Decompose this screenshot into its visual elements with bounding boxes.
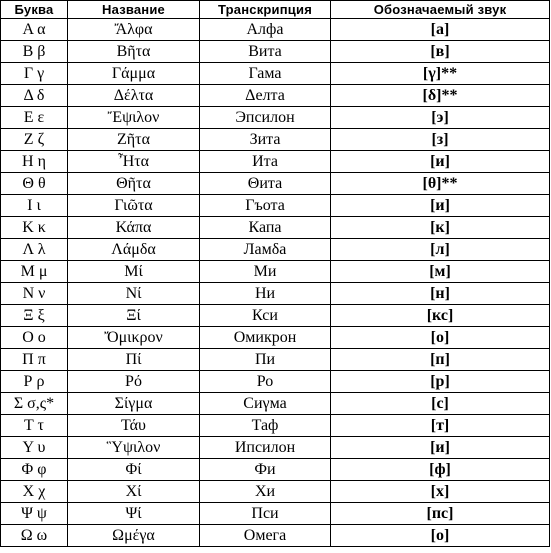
letter-cell: Π π: [1, 349, 68, 371]
name-cell: Ρό: [68, 371, 200, 393]
letter-cell: Ρ ρ: [1, 371, 68, 393]
transcription-cell: Алфа: [200, 19, 331, 41]
sound-cell: [θ]**: [331, 173, 550, 195]
column-header-letter: Буква: [1, 1, 68, 19]
column-header-transcription: Транскрипция: [200, 1, 331, 19]
table-body: [1, 19, 550, 547]
column-header-name: Название: [68, 1, 200, 19]
name-cell: Ὄμικρον: [68, 327, 200, 349]
table-row: [1, 173, 550, 195]
transcription-cell: Эпсилон: [200, 107, 331, 129]
letter-cell: Ω ω: [1, 525, 68, 547]
sound-cell: [к]: [331, 217, 550, 239]
table-row: [1, 503, 550, 525]
table-row: [1, 217, 550, 239]
sound-cell: [кс]: [331, 305, 550, 327]
transcription-cell: Омега: [200, 525, 331, 547]
table-row: [1, 283, 550, 305]
sound-cell: [с]: [331, 393, 550, 415]
sound-cell: [л]: [331, 239, 550, 261]
transcription-cell: Вита: [200, 41, 331, 63]
name-cell: Ἄλφα: [68, 19, 200, 41]
table-row: [1, 525, 550, 547]
letter-cell: Μ μ: [1, 261, 68, 283]
letter-cell: Ψ ψ: [1, 503, 68, 525]
letter-cell: Κ κ: [1, 217, 68, 239]
name-cell: Βῆτα: [68, 41, 200, 63]
table-row: [1, 305, 550, 327]
transcription-cell: Пси: [200, 503, 331, 525]
letter-cell: Ν ν: [1, 283, 68, 305]
sound-cell: [н]: [331, 283, 550, 305]
transcription-cell: Омикрон: [200, 327, 331, 349]
name-cell: Ξί: [68, 305, 200, 327]
table-row: [1, 415, 550, 437]
transcription-cell: Хи: [200, 481, 331, 503]
transcription-cell: Зита: [200, 129, 331, 151]
column-header-sound: Обозначаемый звук: [331, 1, 550, 19]
sound-cell: [п]: [331, 349, 550, 371]
transcription-cell: Ро: [200, 371, 331, 393]
transcription-cell: Кси: [200, 305, 331, 327]
transcription-cell: Δелта: [200, 85, 331, 107]
sound-cell: [и]: [331, 437, 550, 459]
table-row: [1, 85, 550, 107]
letter-cell: Β β: [1, 41, 68, 63]
letter-cell: Ξ ξ: [1, 305, 68, 327]
name-cell: Τάυ: [68, 415, 200, 437]
table-row: [1, 195, 550, 217]
sound-cell: [пс]: [331, 503, 550, 525]
transcription-cell: Фи: [200, 459, 331, 481]
table-row: [1, 151, 550, 173]
letter-cell: Η η: [1, 151, 68, 173]
transcription-cell: Таф: [200, 415, 331, 437]
name-cell: Πί: [68, 349, 200, 371]
sound-cell: [т]: [331, 415, 550, 437]
table-row: [1, 327, 550, 349]
name-cell: Ψί: [68, 503, 200, 525]
letter-cell: Φ φ: [1, 459, 68, 481]
transcription-cell: Ми: [200, 261, 331, 283]
sound-cell: [м]: [331, 261, 550, 283]
table-row: [1, 239, 550, 261]
letter-cell: Γ γ: [1, 63, 68, 85]
transcription-cell: Гъота: [200, 195, 331, 217]
table-row: [1, 129, 550, 151]
letter-cell: Σ σ,ς*: [1, 393, 68, 415]
table-row: [1, 393, 550, 415]
letter-cell: Ι ι: [1, 195, 68, 217]
transcription-cell: Капа: [200, 217, 331, 239]
letter-cell: Θ θ: [1, 173, 68, 195]
name-cell: Φί: [68, 459, 200, 481]
name-cell: Δέλτα: [68, 85, 200, 107]
name-cell: Χί: [68, 481, 200, 503]
name-cell: Ἔψιλον: [68, 107, 200, 129]
table-row: [1, 459, 550, 481]
letter-cell: Χ χ: [1, 481, 68, 503]
sound-cell: [γ]**: [331, 63, 550, 85]
table-row: [1, 349, 550, 371]
sound-cell: [х]: [331, 481, 550, 503]
name-cell: Γάμμα: [68, 63, 200, 85]
transcription-cell: Ита: [200, 151, 331, 173]
table-row: [1, 437, 550, 459]
name-cell: Νί: [68, 283, 200, 305]
table-row: [1, 41, 550, 63]
name-cell: Ζῆτα: [68, 129, 200, 151]
letter-cell: Υ υ: [1, 437, 68, 459]
table-row: [1, 63, 550, 85]
name-cell: Λάμδα: [68, 239, 200, 261]
transcription-cell: Пи: [200, 349, 331, 371]
letter-cell: Ε ε: [1, 107, 68, 129]
sound-cell: [и]: [331, 195, 550, 217]
letter-cell: Ο ο: [1, 327, 68, 349]
letter-cell: Τ τ: [1, 415, 68, 437]
transcription-cell: Θита: [200, 173, 331, 195]
sound-cell: [δ]**: [331, 85, 550, 107]
name-cell: Μί: [68, 261, 200, 283]
header-row: [1, 1, 550, 19]
transcription-cell: Сиγма: [200, 393, 331, 415]
table-row: [1, 371, 550, 393]
sound-cell: [а]: [331, 19, 550, 41]
table-row: [1, 107, 550, 129]
name-cell: Ἦτα: [68, 151, 200, 173]
name-cell: Σίγμα: [68, 393, 200, 415]
table-row: [1, 481, 550, 503]
sound-cell: [о]: [331, 327, 550, 349]
letter-cell: Ζ ζ: [1, 129, 68, 151]
sound-cell: [р]: [331, 371, 550, 393]
transcription-cell: Ипсилон: [200, 437, 331, 459]
sound-cell: [ф]: [331, 459, 550, 481]
name-cell: Κάπα: [68, 217, 200, 239]
letter-cell: Δ δ: [1, 85, 68, 107]
name-cell: Θῆτα: [68, 173, 200, 195]
name-cell: Ὓψιλον: [68, 437, 200, 459]
sound-cell: [з]: [331, 129, 550, 151]
letter-cell: Λ λ: [1, 239, 68, 261]
sound-cell: [в]: [331, 41, 550, 63]
name-cell: Ωμέγα: [68, 525, 200, 547]
sound-cell: [э]: [331, 107, 550, 129]
table-row: [1, 19, 550, 41]
table-row: [1, 261, 550, 283]
transcription-cell: Ламδа: [200, 239, 331, 261]
name-cell: Γιῶτα: [68, 195, 200, 217]
letter-cell: Α α: [1, 19, 68, 41]
transcription-cell: Ни: [200, 283, 331, 305]
sound-cell: [и]: [331, 151, 550, 173]
transcription-cell: Гама: [200, 63, 331, 85]
sound-cell: [о]: [331, 525, 550, 547]
